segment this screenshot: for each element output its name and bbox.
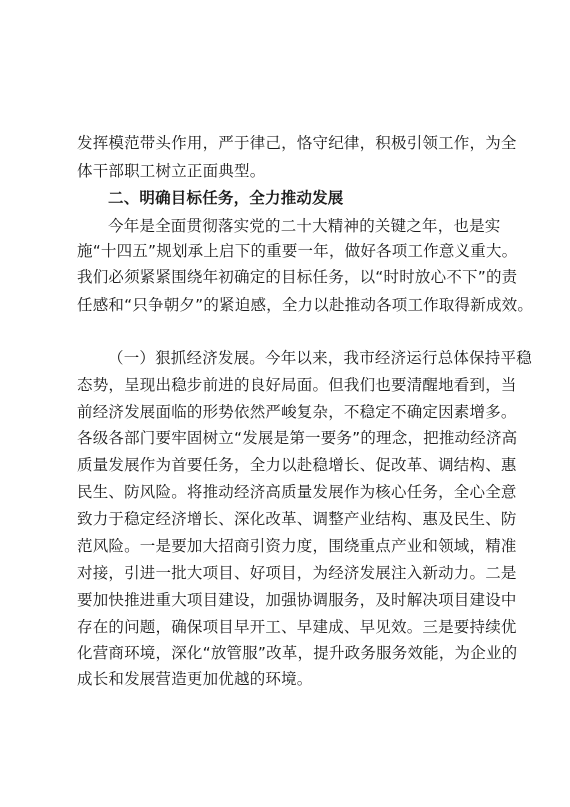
text-line: 任感和“只争朝夕”的紧迫感，全力以赴推动各项工作取得新成效。 xyxy=(77,296,534,314)
text-line: 体干部职工树立正面典型。 xyxy=(77,162,266,180)
text-line: 范风险。一是要加大招商引资力度，围绕重点产业和领域，精准 xyxy=(77,537,517,555)
text-line: 发挥模范带头作用，严于律己，恪守纪律，积极引领工作，为全 xyxy=(77,134,517,152)
text-line: 对接，引进一批大项目、好项目，为经济发展注入新动力。二是 xyxy=(77,564,517,582)
text-line: 化营商环境，深化“放管服”改革，提升政务服务效能，为企业的 xyxy=(77,644,518,662)
text-line: 前经济发展面临的形势依然严峻复杂，不稳定不确定因素增多。 xyxy=(77,403,517,421)
text-line: 存在的问题，确保项目早开工、早建成、早见效。三是要持续优 xyxy=(77,618,517,636)
text-line: 今年是全面贯彻落实党的二十大精神的关键之年，也是实 xyxy=(108,217,501,235)
text-line: 各级各部门要牢固树立“发展是第一要务”的理念，把推动经济高 xyxy=(77,429,518,447)
text-line: 质量发展作为首要任务，全力以赴稳增长、促改革、调结构、惠 xyxy=(77,456,517,474)
text-line: 我们必须紧紧围绕年初确定的目标任务，以“时时放心不下”的责 xyxy=(77,268,518,286)
subsection-lead-line: （一）狠抓经济发展。今年以来，我市经济运行总体保持平稳 xyxy=(108,349,532,367)
text-line: 要加快推进重大项目建设，加强协调服务，及时解决项目建设中 xyxy=(77,591,517,609)
text-line: 施“十四五”规划承上启下的重要一年，做好各项工作意义重大。 xyxy=(77,242,518,260)
section-heading: 二、明确目标任务，全力推动发展 xyxy=(108,189,344,207)
text-line: 态势，呈现出稳步前进的良好局面。但我们也要清醒地看到，当 xyxy=(77,376,517,394)
text-line: 成长和发展营造更加优越的环境。 xyxy=(77,670,313,688)
text-line: 民生、防风险。将推动经济高质量发展作为核心任务，全心全意 xyxy=(77,483,517,501)
text-line: 致力于稳定经济增长、深化改革、调整产业结构、惠及民生、防 xyxy=(77,510,517,528)
